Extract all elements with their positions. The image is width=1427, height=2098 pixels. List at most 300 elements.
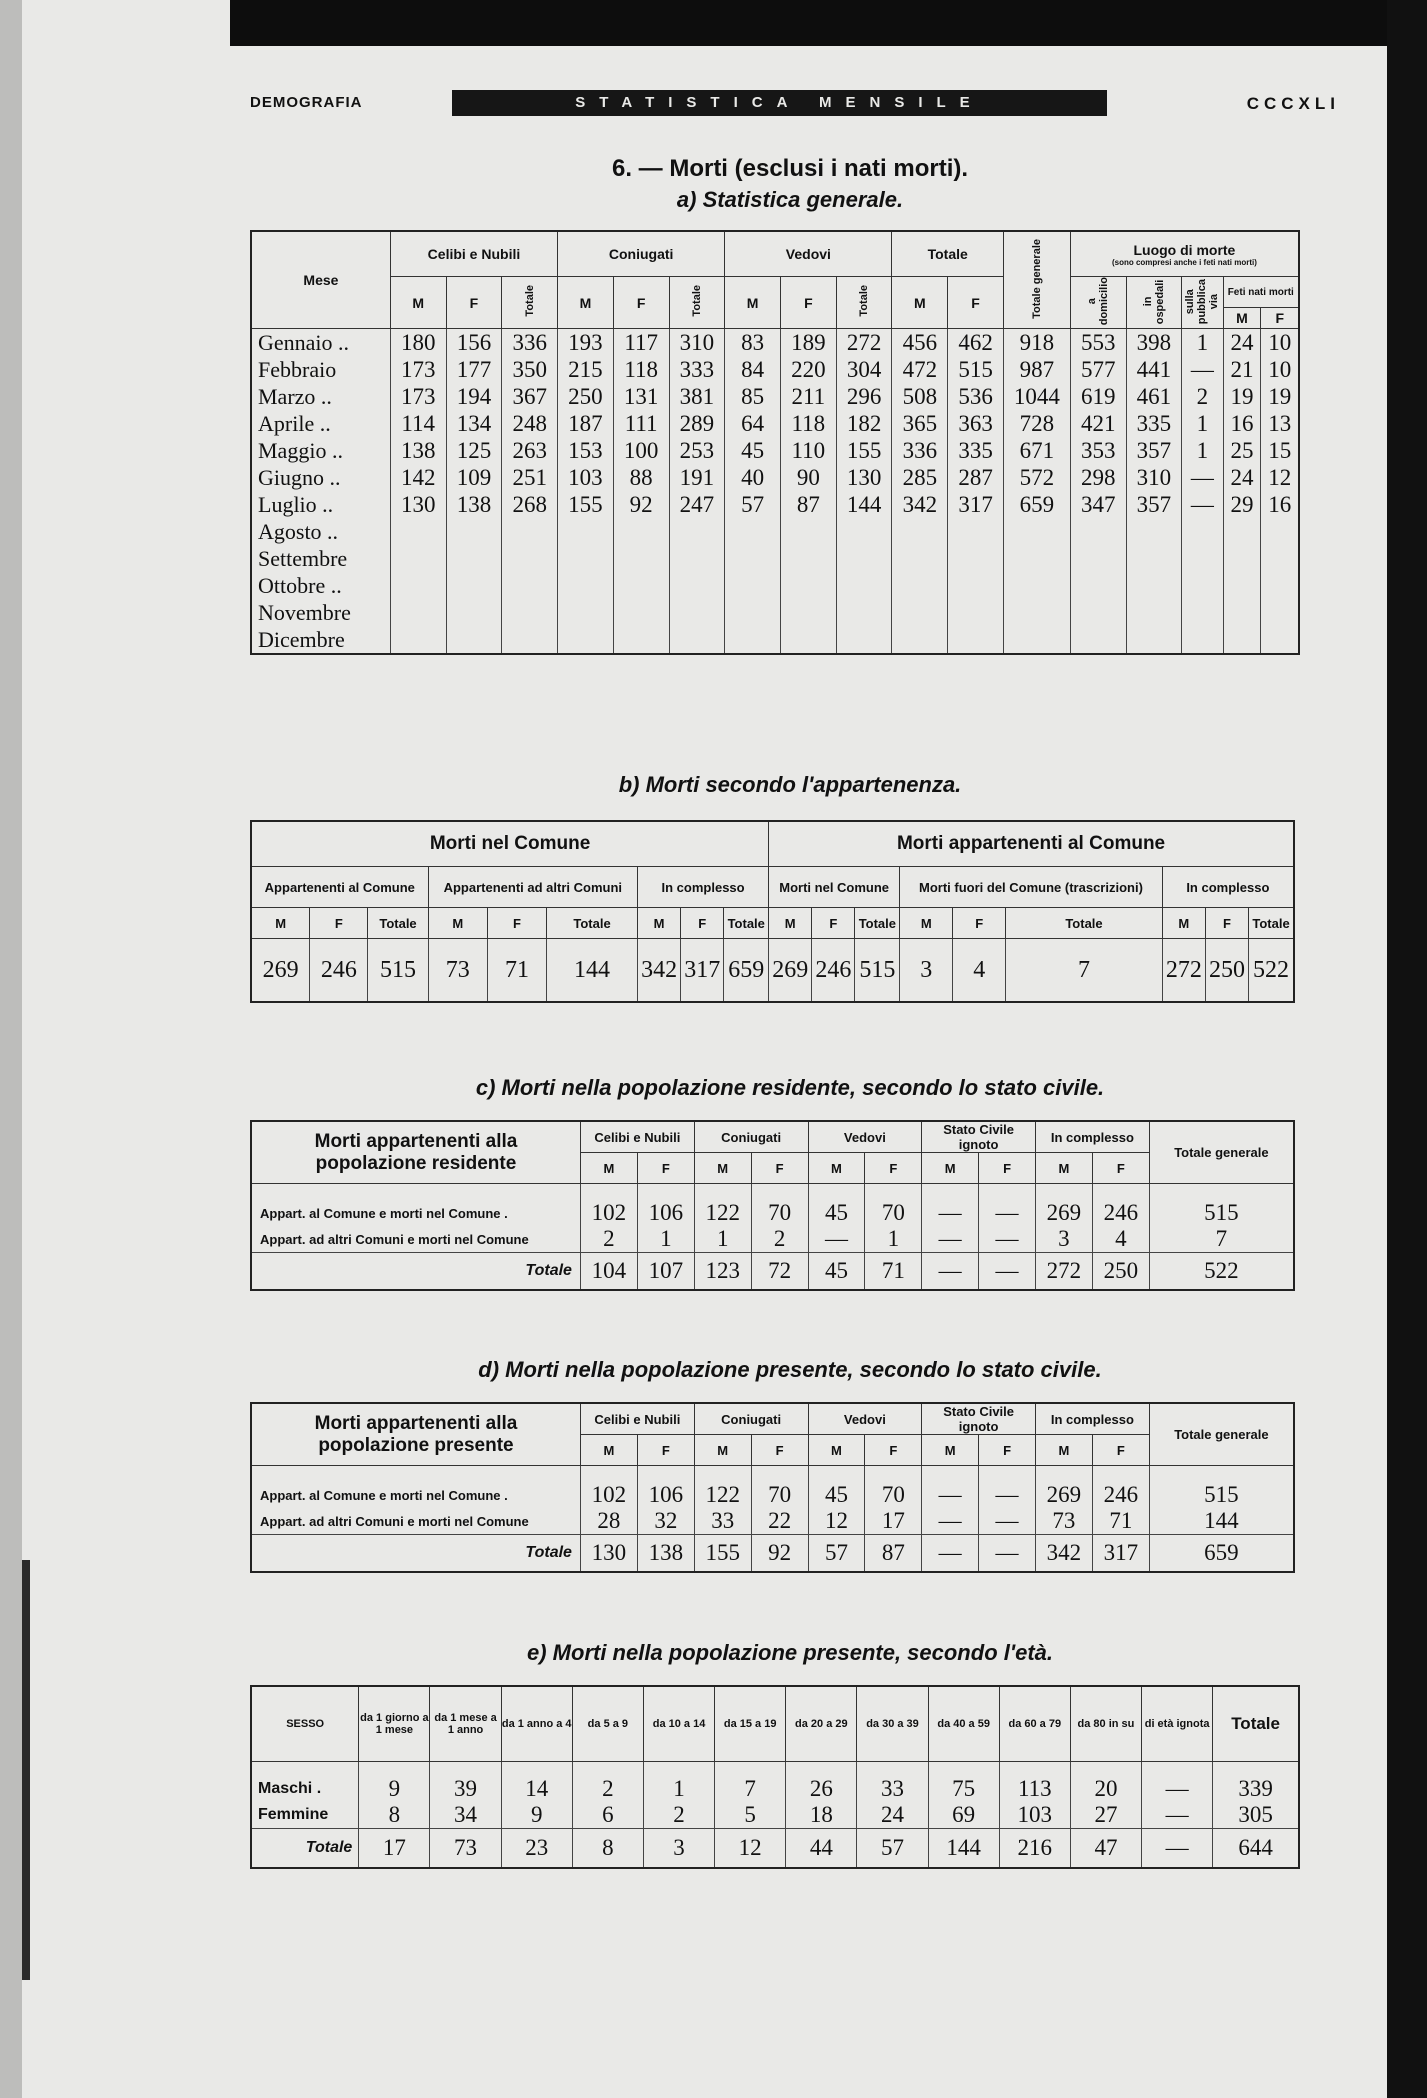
cell-mese: Giugno ..	[251, 464, 390, 491]
cell-value: 70	[751, 1200, 808, 1226]
cell-value: 441	[1126, 356, 1182, 383]
cell-value	[948, 626, 1004, 654]
spacer-cell	[979, 1184, 1036, 1201]
head-mf: F	[637, 1435, 694, 1466]
cell-value	[1261, 545, 1299, 572]
cell-value: 211	[781, 383, 837, 410]
cell-value: 57	[808, 1535, 865, 1573]
spacer-cell	[251, 1184, 580, 1201]
spacer-cell	[1092, 1184, 1149, 1201]
running-header-left: DEMOGRAFIA	[250, 94, 363, 111]
cell-value: 357	[1126, 437, 1182, 464]
cell-value: 515	[948, 356, 1004, 383]
spacer-cell	[979, 1466, 1036, 1483]
total-label: Totale	[251, 1253, 580, 1291]
col-group: In complesso	[1035, 1121, 1149, 1153]
cell-value: 25	[1223, 437, 1261, 464]
spacer-cell	[865, 1184, 922, 1201]
cell-value: 17	[359, 1829, 430, 1869]
cell-value	[836, 626, 892, 654]
table-presente	[250, 1402, 1295, 1573]
cell-value: 248	[502, 410, 558, 437]
cell-value: 16	[1261, 491, 1299, 518]
cell-value	[1126, 626, 1182, 654]
col-group: Celibi e Nubili	[580, 1121, 694, 1153]
row-label: Appart. al Comune e morti nel Comune .	[251, 1482, 580, 1508]
cell-value: —	[1142, 1776, 1213, 1802]
cell-value: 365	[892, 410, 948, 437]
spacer-cell	[430, 1762, 501, 1777]
cell-value	[1070, 545, 1126, 572]
cell-value: 8	[572, 1829, 643, 1869]
cell-value	[613, 599, 669, 626]
cell-value: 398	[1126, 329, 1182, 357]
cell-value: 987	[1003, 356, 1070, 383]
col-sub-appartenenza: Appartenenti ad altri Comuni	[428, 867, 637, 908]
cell-value: 90	[781, 464, 837, 491]
spacer-cell	[922, 1466, 979, 1483]
cell-value: 109	[446, 464, 502, 491]
cell-value: 73	[430, 1829, 501, 1869]
spacer-cell	[865, 1466, 922, 1483]
cell-value	[1261, 572, 1299, 599]
cell-value: 24	[1223, 464, 1261, 491]
cell-value: 350	[502, 356, 558, 383]
cell-value: 1	[637, 1226, 694, 1253]
cell-value: 12	[715, 1829, 786, 1869]
cell-value: —	[1142, 1829, 1213, 1869]
col-sub-appartenenza: Appartenenti al Comune	[251, 867, 428, 908]
header-row	[251, 1403, 1294, 1435]
cell-value: 246	[1092, 1482, 1149, 1508]
cell-value: 6	[572, 1802, 643, 1829]
spacer-cell	[1142, 1762, 1213, 1777]
cell-value: 155	[694, 1535, 751, 1573]
table-row	[251, 545, 1299, 572]
col-group: Coniugati	[694, 1403, 808, 1435]
col-sesso: SESSO	[251, 1686, 359, 1762]
cell-value: 3	[900, 939, 953, 1003]
total-row	[251, 1535, 1294, 1573]
cell-value	[669, 626, 725, 654]
col-age-class: di età ignota	[1142, 1686, 1213, 1762]
cell-value	[1261, 626, 1299, 654]
spacer-cell	[637, 1184, 694, 1201]
col-age-class: da 1 giorno a 1 mese	[359, 1686, 430, 1762]
col-sub-appartenenza: Morti nel Comune	[769, 867, 900, 908]
cell-value: 113	[999, 1776, 1070, 1802]
cell-value: 144	[836, 491, 892, 518]
cell-value: —	[922, 1226, 979, 1253]
cell-value: 508	[892, 383, 948, 410]
cell-mese: Ottobre ..	[251, 572, 390, 599]
col-age-class: da 20 a 29	[786, 1686, 857, 1762]
cell-value: 250	[1092, 1253, 1149, 1291]
cell-value	[1070, 599, 1126, 626]
cell-value	[1003, 626, 1070, 654]
cell-value: 7	[1006, 939, 1162, 1003]
head-mf: M	[922, 1435, 979, 1466]
col-sub-appartenenza: In complesso	[638, 867, 769, 908]
cell-value	[1261, 518, 1299, 545]
cell-value	[725, 626, 781, 654]
cell-value: 64	[725, 410, 781, 437]
cell-value: 2	[572, 1776, 643, 1802]
cell-value: —	[979, 1226, 1036, 1253]
cell-value: 269	[1035, 1482, 1092, 1508]
cell-value	[558, 518, 614, 545]
cell-value: 18	[786, 1802, 857, 1829]
col-vedovi: Vedovi	[725, 231, 892, 277]
cell-value: 363	[948, 410, 1004, 437]
cell-value: 45	[808, 1253, 865, 1291]
cell-value: 2	[643, 1802, 714, 1829]
cell-value: 45	[725, 437, 781, 464]
spacer-cell	[1070, 1762, 1141, 1777]
cell-value: 118	[613, 356, 669, 383]
cell-value	[558, 599, 614, 626]
cell-value	[1126, 518, 1182, 545]
section-d-title: d) Morti nella popolazione presente, secondo lo stato civile.	[478, 1357, 1102, 1382]
cell-value: 24	[857, 1802, 928, 1829]
table-residente	[250, 1120, 1295, 1291]
cell-value: 515	[1149, 1200, 1294, 1226]
spacer-cell	[786, 1762, 857, 1777]
table-appartenenza	[250, 820, 1295, 1003]
cell-value: 342	[638, 939, 681, 1003]
head-mf: F	[979, 1435, 1036, 1466]
cell-value: 71	[865, 1253, 922, 1291]
cell-value: 289	[669, 410, 725, 437]
head-f: F	[781, 277, 837, 329]
col-totale: Totale	[892, 231, 1003, 277]
spacer-cell	[637, 1466, 694, 1483]
scan-edge-top	[230, 0, 1427, 46]
spacer-cell	[572, 1762, 643, 1777]
cell-value	[892, 518, 948, 545]
cell-value: 26	[786, 1776, 857, 1802]
head-mf: M	[808, 1435, 865, 1466]
cell-value: 461	[1126, 383, 1182, 410]
cell-value: 134	[446, 410, 502, 437]
cell-value: —	[922, 1253, 979, 1291]
head-mft: F	[812, 908, 855, 939]
cell-value: 114	[390, 410, 446, 437]
cell-value: 118	[781, 410, 837, 437]
head-mf: M	[808, 1153, 865, 1184]
table-eta	[250, 1685, 1300, 1869]
head-mft: F	[953, 908, 1006, 939]
cell-value: 130	[580, 1535, 637, 1573]
cell-value: 577	[1070, 356, 1126, 383]
cell-value: 304	[836, 356, 892, 383]
cell-value	[1126, 572, 1182, 599]
cell-value: 462	[948, 329, 1004, 357]
spacer-cell	[1213, 1762, 1299, 1777]
table-row	[251, 464, 1299, 491]
cell-value: 1	[1182, 437, 1223, 464]
row-label: Appart. ad altri Comuni e morti nel Comune	[251, 1508, 580, 1535]
cell-value	[836, 518, 892, 545]
row-label: Appart. ad altri Comuni e morti nel Comune	[251, 1226, 580, 1253]
table-row	[251, 1200, 1294, 1226]
cell-value: —	[1182, 491, 1223, 518]
cell-value: 17	[865, 1508, 922, 1535]
cell-value: 263	[502, 437, 558, 464]
cell-value: 73	[428, 939, 487, 1003]
head-mf: F	[1092, 1153, 1149, 1184]
cell-value: 335	[948, 437, 1004, 464]
cell-value: 44	[786, 1829, 857, 1869]
head-mft: M	[1162, 908, 1205, 939]
cell-value	[446, 599, 502, 626]
head-m: M	[390, 277, 446, 329]
cell-value	[892, 626, 948, 654]
cell-value: 47	[1070, 1829, 1141, 1869]
spacer-cell	[251, 1762, 359, 1777]
cell-value: 27	[1070, 1802, 1141, 1829]
cell-value	[1070, 518, 1126, 545]
head-mft: M	[251, 908, 310, 939]
cell-value: 515	[855, 939, 900, 1003]
col-group: In complesso	[1035, 1403, 1149, 1435]
cell-mese: Marzo ..	[251, 383, 390, 410]
spacer-cell	[751, 1184, 808, 1201]
cell-value	[781, 518, 837, 545]
col-celibi: Celibi e Nubili	[390, 231, 557, 277]
head-mft: F	[681, 908, 724, 939]
cell-value: 87	[781, 491, 837, 518]
cell-value: 153	[558, 437, 614, 464]
cell-value: 29	[1223, 491, 1261, 518]
head-mf: F	[865, 1153, 922, 1184]
cell-value	[558, 545, 614, 572]
head-domicilio: a domicilio	[1070, 277, 1126, 329]
cell-value: 522	[1249, 939, 1294, 1003]
row-label: Femmine	[251, 1802, 359, 1829]
head-mft: M	[900, 908, 953, 939]
head-mf: F	[865, 1435, 922, 1466]
table-row	[251, 1508, 1294, 1535]
cell-value: 3	[643, 1829, 714, 1869]
cell-value	[892, 545, 948, 572]
cell-value: 381	[669, 383, 725, 410]
cell-value	[446, 572, 502, 599]
cell-value: 45	[808, 1482, 865, 1508]
col-coniugati: Coniugati	[558, 231, 725, 277]
cell-value	[613, 626, 669, 654]
cell-mese: Aprile ..	[251, 410, 390, 437]
cell-value: —	[922, 1508, 979, 1535]
cell-value: 918	[1003, 329, 1070, 357]
cell-value: 7	[1149, 1226, 1294, 1253]
spacer-cell	[694, 1466, 751, 1483]
spacer-cell	[694, 1184, 751, 1201]
table-row	[251, 1776, 1299, 1802]
col-age-class: da 15 a 19	[715, 1686, 786, 1762]
cell-value: 342	[892, 491, 948, 518]
col-totale-generale: Totale generale	[1149, 1403, 1294, 1466]
cell-value: 194	[446, 383, 502, 410]
head-mf: M	[1035, 1435, 1092, 1466]
cell-value: 87	[865, 1535, 922, 1573]
table-row	[251, 518, 1299, 545]
head-mf: F	[979, 1153, 1036, 1184]
cell-value: 28	[580, 1508, 637, 1535]
cell-value	[669, 572, 725, 599]
header-row	[251, 1121, 1294, 1153]
cell-value: 5	[715, 1802, 786, 1829]
cell-value: 144	[928, 1829, 999, 1869]
cell-value: 92	[613, 491, 669, 518]
head-mft: Totale	[547, 908, 638, 939]
cell-value: 357	[1126, 491, 1182, 518]
head-mf: M	[694, 1435, 751, 1466]
cell-value: 14	[501, 1776, 572, 1802]
head-tot: Totale	[669, 277, 725, 329]
cell-value: 3	[1035, 1226, 1092, 1253]
col-luogo-morte: Luogo di morte (sono compresi anche i feti nati morti)	[1070, 231, 1299, 277]
head-tot: Totale	[836, 277, 892, 329]
head-mf: M	[580, 1435, 637, 1466]
spacer-cell	[751, 1466, 808, 1483]
cell-value: 177	[446, 356, 502, 383]
spacer-cell	[251, 1466, 580, 1483]
col-label: Morti appartenenti alla popolazione residente	[251, 1121, 580, 1184]
table-row	[251, 1482, 1294, 1508]
spacer-cell	[1035, 1466, 1092, 1483]
cell-value	[1182, 572, 1223, 599]
total-row	[251, 1829, 1299, 1869]
cell-value: 310	[669, 329, 725, 357]
cell-value: 9	[359, 1776, 430, 1802]
col-age-class: da 5 a 9	[572, 1686, 643, 1762]
cell-value: —	[979, 1535, 1036, 1573]
col-label: Morti appartenenti alla popolazione presente	[251, 1403, 580, 1466]
cell-value: 342	[1035, 1535, 1092, 1573]
head-mft: Totale	[724, 908, 769, 939]
col-morti-appartenenti: Morti appartenenti al Comune	[769, 821, 1294, 867]
cell-value: 644	[1213, 1829, 1299, 1869]
spacer-cell	[501, 1762, 572, 1777]
col-age-class: da 1 mese a 1 anno	[430, 1686, 501, 1762]
cell-value: 34	[430, 1802, 501, 1829]
cell-value: 253	[669, 437, 725, 464]
cell-value: 71	[487, 939, 546, 1003]
section-b-title: b) Morti secondo l'appartenenza.	[618, 772, 962, 797]
head-mf: M	[694, 1153, 751, 1184]
head-mft: Totale	[855, 908, 900, 939]
cell-mese: Luglio ..	[251, 491, 390, 518]
cell-value	[1223, 518, 1261, 545]
spacer-row	[251, 1762, 1299, 1777]
cell-value: 285	[892, 464, 948, 491]
head-feti-f: F	[1261, 308, 1299, 329]
cell-value	[1223, 599, 1261, 626]
cell-value	[669, 518, 725, 545]
head-mf: M	[1035, 1153, 1092, 1184]
head-mft: F	[1205, 908, 1248, 939]
table-row	[251, 1226, 1294, 1253]
cell-mese: Novembre	[251, 599, 390, 626]
spacer-cell	[999, 1762, 1070, 1777]
cell-value: 24	[1223, 329, 1261, 357]
cell-value: 107	[637, 1253, 694, 1291]
col-age-class: da 30 a 39	[857, 1686, 928, 1762]
spacer-cell	[580, 1466, 637, 1483]
cell-value	[669, 545, 725, 572]
cell-value: 57	[857, 1829, 928, 1869]
col-group: Vedovi	[808, 1403, 922, 1435]
spacer-cell	[1149, 1466, 1294, 1483]
cell-value: —	[922, 1200, 979, 1226]
cell-value: —	[922, 1535, 979, 1573]
cell-value: 125	[446, 437, 502, 464]
cell-value: 75	[928, 1776, 999, 1802]
cell-value: 191	[669, 464, 725, 491]
cell-value: 1	[1182, 329, 1223, 357]
cell-value: 144	[1149, 1508, 1294, 1535]
cell-value: 85	[725, 383, 781, 410]
cell-value: 7	[715, 1776, 786, 1802]
cell-value	[1126, 599, 1182, 626]
cell-value: 173	[390, 383, 446, 410]
head-mf: F	[1092, 1435, 1149, 1466]
head-mf: F	[751, 1435, 808, 1466]
cell-value: 215	[558, 356, 614, 383]
cell-value: 317	[681, 939, 724, 1003]
head-pubblica-via: sulla pubblica via	[1182, 277, 1223, 329]
cell-value	[390, 518, 446, 545]
col-group: Stato Civile ignoto	[922, 1121, 1036, 1153]
cell-value	[781, 626, 837, 654]
page-number: CCCXLI	[1246, 94, 1340, 113]
col-age-class: da 80 in su	[1070, 1686, 1141, 1762]
cell-value	[558, 626, 614, 654]
cell-value: 19	[1261, 383, 1299, 410]
cell-value	[390, 572, 446, 599]
cell-value	[1070, 572, 1126, 599]
cell-value	[390, 626, 446, 654]
spacer-cell	[857, 1762, 928, 1777]
cell-value	[502, 626, 558, 654]
head-f: F	[446, 277, 502, 329]
col-group: Stato Civile ignoto	[922, 1403, 1036, 1435]
table-row	[251, 491, 1299, 518]
cell-value: —	[979, 1200, 1036, 1226]
head-f: F	[948, 277, 1004, 329]
cell-value: 472	[892, 356, 948, 383]
cell-value: 317	[948, 491, 1004, 518]
cell-value: 336	[502, 329, 558, 357]
cell-value: 347	[1070, 491, 1126, 518]
row-label: Maschi .	[251, 1776, 359, 1802]
cell-value: 72	[751, 1253, 808, 1291]
head-ospedali: in ospedali	[1126, 277, 1182, 329]
cell-value	[836, 572, 892, 599]
cell-value: 4	[1092, 1226, 1149, 1253]
spacer-cell	[1092, 1466, 1149, 1483]
cell-value	[781, 572, 837, 599]
cell-value: 8	[359, 1802, 430, 1829]
cell-mese: Gennaio ..	[251, 329, 390, 357]
spacer-cell	[1149, 1184, 1294, 1201]
cell-value: 83	[725, 329, 781, 357]
cell-value	[1223, 626, 1261, 654]
cell-value: 272	[836, 329, 892, 357]
cell-value: 671	[1003, 437, 1070, 464]
cell-value	[1070, 626, 1126, 654]
